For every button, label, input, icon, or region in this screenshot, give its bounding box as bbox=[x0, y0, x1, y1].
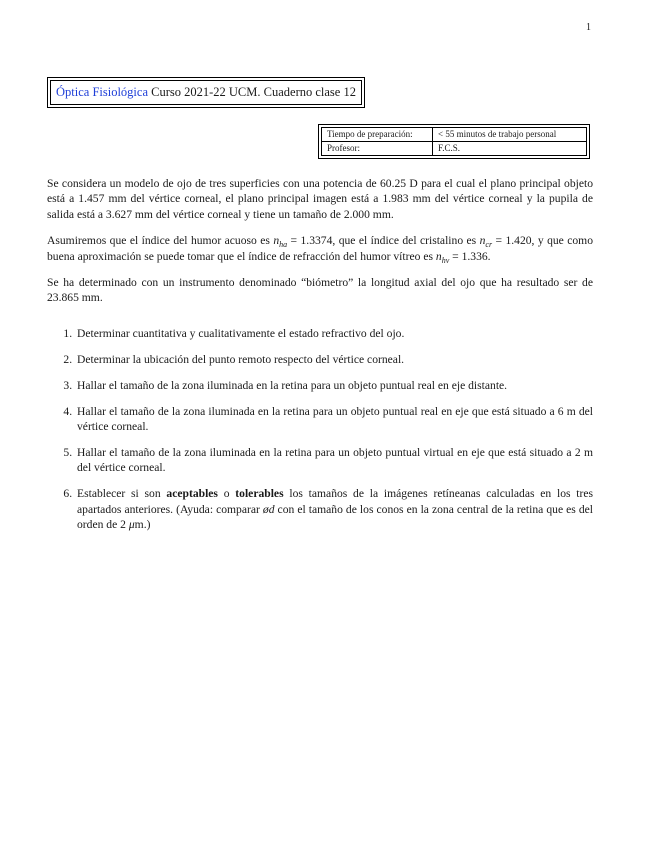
teacher-label: Profesor: bbox=[322, 142, 433, 156]
text: = 1.3374, que el índice del cristalino es bbox=[287, 234, 480, 248]
course-link[interactable]: Óptica Fisiológica bbox=[56, 85, 148, 99]
text: = 1.336. bbox=[449, 249, 491, 263]
math-n: n bbox=[479, 234, 486, 248]
prep-label: Tiempo de preparación: bbox=[322, 128, 433, 142]
teacher-value: F.C.S. bbox=[433, 142, 587, 156]
text: = 1.420, y que como buena aproximación se puede tomar que el índice de refracción del humor vítreo es bbox=[47, 234, 593, 263]
page-title bbox=[50, 80, 362, 105]
math-sub bbox=[279, 240, 287, 249]
prep-value: < 55 minutos de trabajo personal bbox=[433, 128, 587, 142]
math-n: n bbox=[273, 234, 280, 248]
text: con el tamaño de los conos en la zona central de la retina que es del orden de 2 bbox=[77, 502, 594, 531]
paragraph-indices bbox=[47, 233, 593, 264]
list-item bbox=[75, 486, 593, 532]
math-sub-text: hv bbox=[441, 255, 450, 265]
text: los tamaños de la imágenes retíneanas calculadas en los tres apartados anteriores. (Ayuda: comparar bbox=[77, 487, 594, 516]
bold-text: tolerables bbox=[235, 487, 284, 501]
text: Establecer si son bbox=[77, 487, 167, 501]
math-n: n bbox=[435, 249, 442, 263]
math-sub-text: ha bbox=[279, 240, 288, 250]
info-box bbox=[318, 124, 590, 159]
bold-text: aceptables bbox=[166, 487, 218, 501]
title-box bbox=[47, 77, 365, 108]
paragraph-eye-model: Se considera un modelo de ojo de tres superficies con una potencia de 60.25 D para el cual el plano principal objeto está a 1.457 mm del vértice corneal, el plano principal imagen está a 1.983 mm del vértice corneal y la pupila de salida está a 3.627 mm del vértice corneal y tiene un tamaño de 2.000 mm. bbox=[47, 177, 593, 221]
table-row bbox=[322, 142, 587, 156]
math-diameter: ød bbox=[262, 502, 275, 516]
task-list bbox=[47, 326, 593, 533]
math-sub-text: cr bbox=[485, 240, 493, 250]
list-item: 4. Hallar el tamaño de la zona iluminada en la retina para un objeto puntual real en eje que está situado a 6 m del vértice corneal. bbox=[75, 404, 593, 435]
text: m.) bbox=[134, 518, 151, 531]
page-number: 1 bbox=[586, 22, 591, 33]
content bbox=[47, 176, 593, 543]
list-item: 2. Determinar la ubicación del punto remoto respecto del vértice corneal. bbox=[75, 352, 593, 367]
math-mu: μ bbox=[128, 518, 135, 531]
text: o bbox=[217, 487, 236, 501]
list-item: 5. Hallar el tamaño de la zona iluminada en la retina para un objeto puntual virtual en eje que está situado a 2 m del vértice corneal. bbox=[75, 445, 593, 476]
info-table bbox=[321, 127, 587, 156]
title-rest: Curso 2021-22 UCM. Cuaderno clase 12 bbox=[151, 85, 356, 99]
table-row bbox=[322, 128, 587, 142]
list-item: 1. Determinar cuantitativa y cualitativamente el estado refractivo del ojo. bbox=[75, 326, 593, 341]
paragraph-biometer: Se ha determinado con un instrumento denominado “biómetro” la longitud axial del ojo que ha resultado ser de 23.865 mm. bbox=[47, 276, 593, 305]
text: Asumiremos que el índice del humor acuoso es bbox=[47, 234, 274, 248]
list-item: 3. Hallar el tamaño de la zona iluminada en la retina para un objeto puntual real en eje distante. bbox=[75, 378, 593, 393]
